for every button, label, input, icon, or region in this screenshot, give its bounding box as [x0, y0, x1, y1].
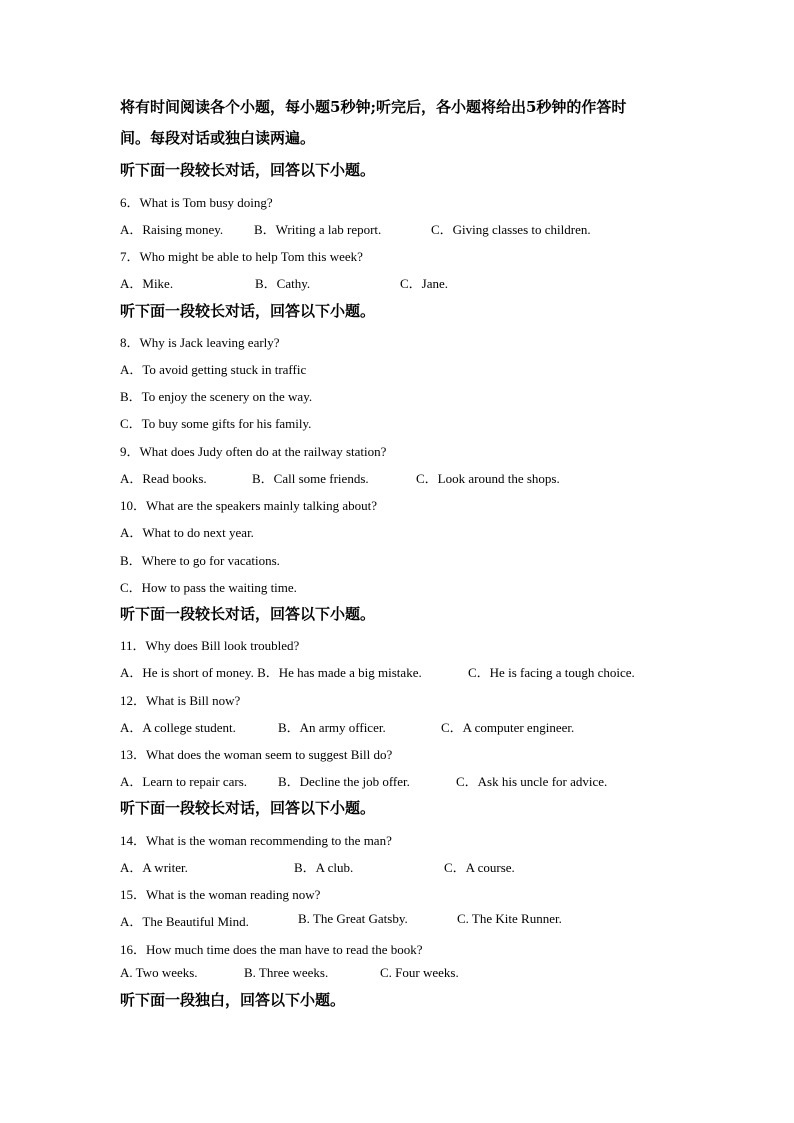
question-16-option-b: B. Three weeks.: [244, 965, 329, 980]
section-header-4: 听下面一段较长对话，回答以下小题。: [120, 799, 376, 817]
question-13-stem: 13．What does the woman seem to suggest Bill do?: [120, 747, 393, 762]
question-10-option-b: B．Where to go for vacations.: [120, 553, 280, 568]
question-14-option-b: B．A club.: [294, 860, 354, 875]
question-15-option-b: B. The Great Gatsby.: [298, 911, 408, 926]
question-12-option-b: B．An army officer.: [278, 720, 386, 735]
question-13-option-a: A．Learn to repair cars.: [120, 774, 248, 789]
question-16-option-c: C. Four weeks.: [380, 965, 459, 980]
question-10-option-a: A．What to do next year.: [120, 525, 254, 540]
question-7-option-b: B．Cathy.: [255, 276, 311, 291]
question-11-stem: 11．Why does Bill look troubled?: [120, 638, 300, 653]
question-12-option-a: A．A college student.: [120, 720, 236, 735]
question-11-options-ab: A．He is short of money. B．He has made a big mistake.: [120, 665, 422, 680]
question-14-option-c: C．A course.: [444, 860, 515, 875]
question-9-option-c: C．Look around the shops.: [416, 471, 560, 486]
question-16-stem: 16．How much time does the man have to read the book?: [120, 942, 423, 957]
question-16-option-a: A. Two weeks.: [120, 965, 198, 980]
section-header-3: 听下面一段较长对话，回答以下小题。: [120, 605, 376, 623]
question-9-option-a: A．Read books.: [120, 471, 207, 486]
question-11-option-c: C．He is facing a tough choice.: [468, 665, 635, 680]
intro-line-2: 间。每段对话或独白读两遍。: [120, 129, 316, 147]
question-15-stem: 15．What is the woman reading now?: [120, 887, 321, 902]
section-header-1: 听下面一段较长对话，回答以下小题。: [120, 161, 376, 179]
question-12-stem: 12．What is Bill now?: [120, 693, 241, 708]
question-13-option-c: C．Ask his uncle for advice.: [456, 774, 608, 789]
question-13-option-b: B．Decline the job offer.: [278, 774, 410, 789]
question-15-option-c: C. The Kite Runner.: [457, 911, 562, 926]
question-12-option-c: C．A computer engineer.: [441, 720, 575, 735]
question-6-stem: 6．What is Tom busy doing?: [120, 195, 273, 210]
question-14-option-a: A．A writer.: [120, 860, 188, 875]
question-10-option-c: C．How to pass the waiting time.: [120, 580, 297, 595]
question-7-option-c: C．Jane.: [400, 276, 449, 291]
intro-line-1: 将有时间阅读各个小题，每小题5秒钟;听完后，各小题将给出5秒钟的作答时: [120, 98, 627, 116]
question-15-option-a: A．The Beautiful Mind.: [120, 914, 249, 929]
question-10-stem: 10．What are the speakers mainly talking about?: [120, 498, 378, 513]
question-8-option-b: B．To enjoy the scenery on the way.: [120, 389, 313, 404]
question-6-option-a: A．Raising money.: [120, 222, 224, 237]
question-6-option-b: B．Writing a lab report.: [254, 222, 382, 237]
question-8-option-a: A．To avoid getting stuck in traffic: [120, 362, 307, 377]
question-7-option-a: A．Mike.: [120, 276, 174, 291]
question-6-option-c: C．Giving classes to children.: [431, 222, 591, 237]
question-8-option-c: C．To buy some gifts for his family.: [120, 416, 312, 431]
question-7-stem: 7．Who might be able to help Tom this week?: [120, 249, 363, 264]
monologue-header: 听下面一段独白，回答以下小题。: [120, 991, 346, 1009]
question-9-stem: 9．What does Judy often do at the railway station?: [120, 444, 387, 459]
question-14-stem: 14．What is the woman recommending to the man?: [120, 833, 392, 848]
question-9-option-b: B．Call some friends.: [252, 471, 369, 486]
section-header-2: 听下面一段较长对话，回答以下小题。: [120, 302, 376, 320]
question-8-stem: 8．Why is Jack leaving early?: [120, 335, 280, 350]
